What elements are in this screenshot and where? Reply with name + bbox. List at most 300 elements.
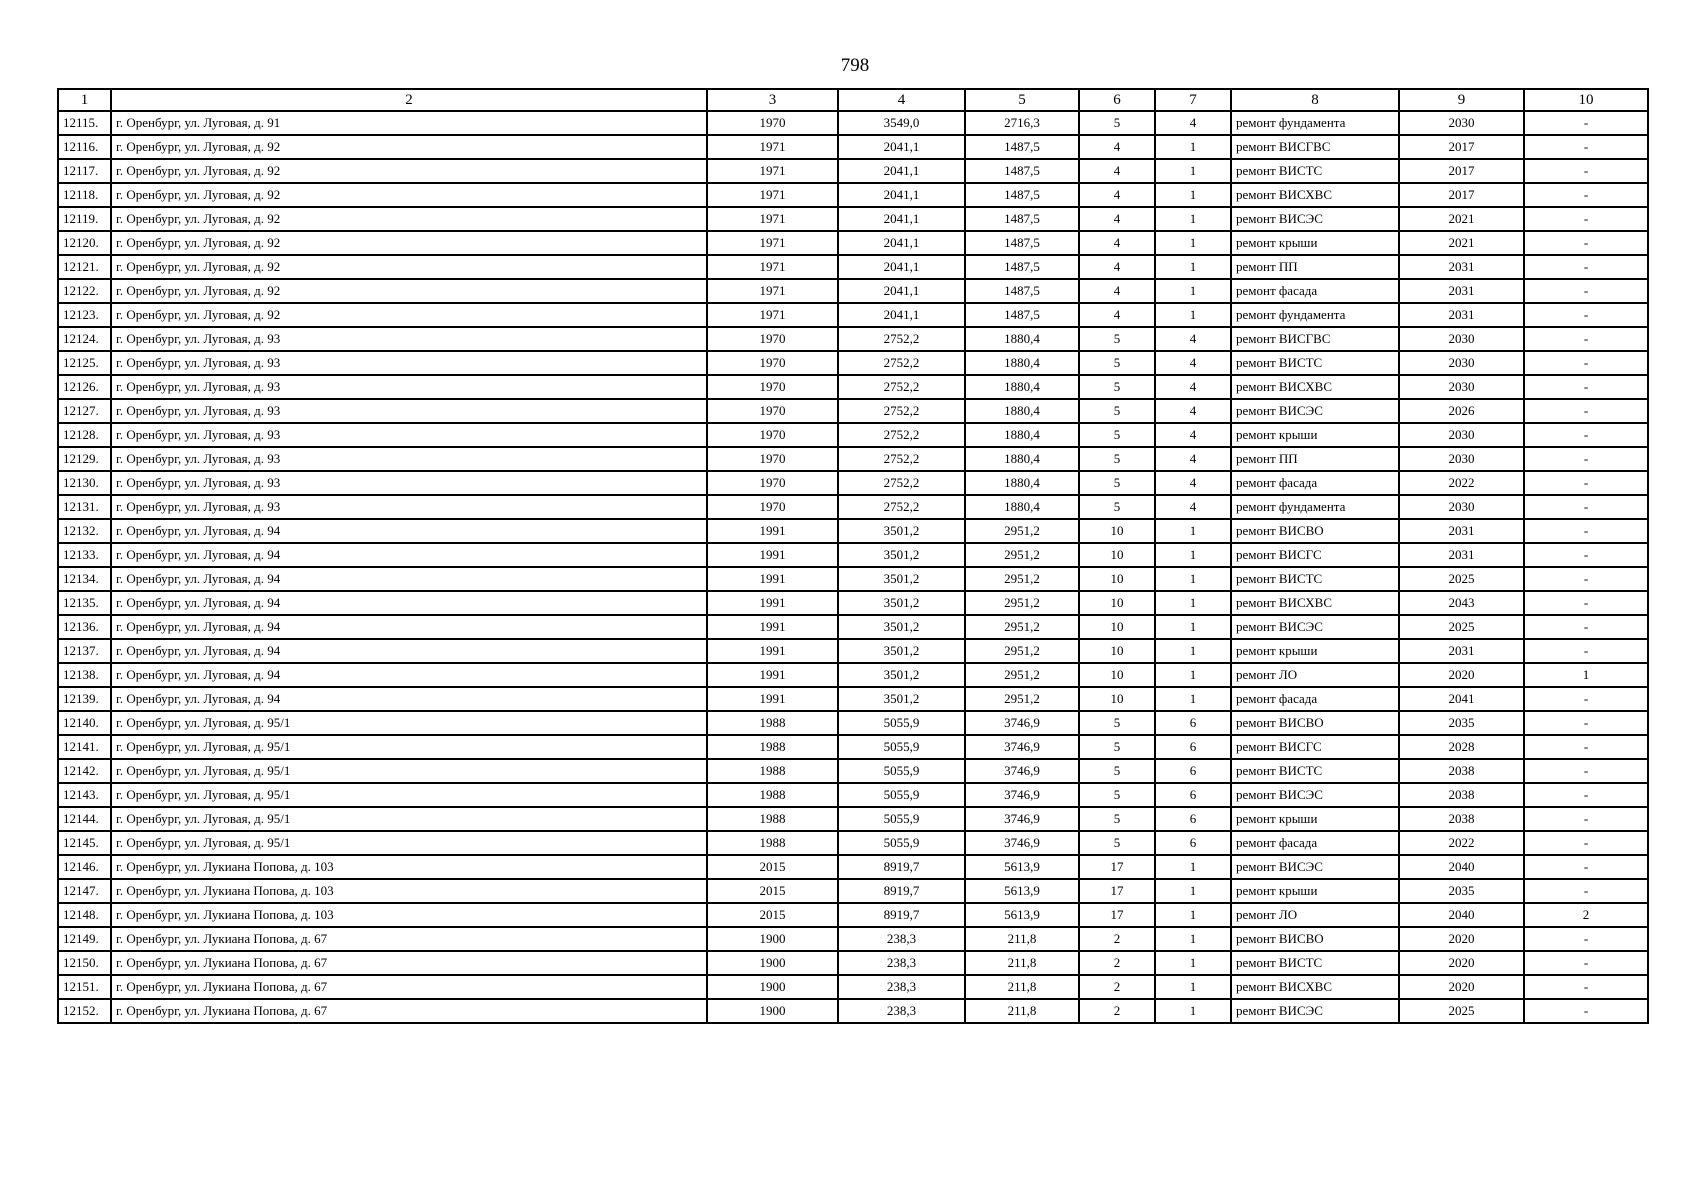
cell-living-area: 1880,4	[965, 399, 1079, 423]
cell-entrances: 1	[1155, 615, 1231, 639]
cell-work-type: ремонт ВИСВО	[1231, 519, 1399, 543]
cell-note: -	[1524, 447, 1648, 471]
cell-work-type: ремонт ВИСЭС	[1231, 615, 1399, 639]
cell-living-area: 1487,5	[965, 207, 1079, 231]
cell-year-built: 1971	[707, 303, 838, 327]
cell-living-area: 2951,2	[965, 543, 1079, 567]
cell-year-built: 1991	[707, 615, 838, 639]
cell-work-type: ремонт ВИСВО	[1231, 927, 1399, 951]
table-row	[58, 759, 1648, 783]
table-row	[58, 135, 1648, 159]
cell-work-type: ремонт крыши	[1231, 879, 1399, 903]
table-row	[58, 495, 1648, 519]
cell-work-type: ремонт фундамента	[1231, 495, 1399, 519]
cell-floors: 4	[1079, 207, 1155, 231]
cell-year-built: 1971	[707, 135, 838, 159]
cell-row-number: 12137.	[58, 639, 111, 663]
cell-note: -	[1524, 399, 1648, 423]
cell-entrances: 4	[1155, 471, 1231, 495]
cell-row-number: 12136.	[58, 615, 111, 639]
table-row	[58, 831, 1648, 855]
table-row	[58, 903, 1648, 927]
cell-floors: 5	[1079, 759, 1155, 783]
cell-note: -	[1524, 711, 1648, 735]
cell-planned-year: 2028	[1399, 735, 1524, 759]
cell-address: г. Оренбург, ул. Луговая, д. 94	[111, 543, 707, 567]
table-row	[58, 279, 1648, 303]
cell-work-type: ремонт ВИСХВС	[1231, 375, 1399, 399]
cell-address: г. Оренбург, ул. Луговая, д. 92	[111, 183, 707, 207]
cell-total-area: 3501,2	[838, 615, 965, 639]
cell-note: -	[1524, 159, 1648, 183]
cell-living-area: 211,8	[965, 927, 1079, 951]
table-row	[58, 255, 1648, 279]
cell-living-area: 2951,2	[965, 639, 1079, 663]
cell-row-number: 12120.	[58, 231, 111, 255]
cell-year-built: 2015	[707, 879, 838, 903]
cell-planned-year: 2025	[1399, 615, 1524, 639]
cell-planned-year: 2038	[1399, 759, 1524, 783]
cell-row-number: 12139.	[58, 687, 111, 711]
cell-entrances: 6	[1155, 759, 1231, 783]
cell-year-built: 1991	[707, 519, 838, 543]
cell-note: -	[1524, 831, 1648, 855]
cell-total-area: 2752,2	[838, 471, 965, 495]
cell-floors: 4	[1079, 183, 1155, 207]
cell-planned-year: 2020	[1399, 663, 1524, 687]
cell-floors: 4	[1079, 159, 1155, 183]
cell-address: г. Оренбург, ул. Луговая, д. 93	[111, 447, 707, 471]
cell-row-number: 12115.	[58, 111, 111, 135]
cell-work-type: ремонт крыши	[1231, 807, 1399, 831]
cell-note: -	[1524, 975, 1648, 999]
cell-note: 2	[1524, 903, 1648, 927]
cell-entrances: 4	[1155, 423, 1231, 447]
cell-year-built: 2015	[707, 903, 838, 927]
cell-floors: 10	[1079, 663, 1155, 687]
cell-note: -	[1524, 783, 1648, 807]
cell-total-area: 2752,2	[838, 327, 965, 351]
cell-living-area: 1487,5	[965, 255, 1079, 279]
cell-note: -	[1524, 543, 1648, 567]
cell-total-area: 2752,2	[838, 351, 965, 375]
cell-planned-year: 2017	[1399, 159, 1524, 183]
cell-total-area: 5055,9	[838, 807, 965, 831]
cell-planned-year: 2030	[1399, 111, 1524, 135]
cell-entrances: 1	[1155, 879, 1231, 903]
cell-address: г. Оренбург, ул. Луговая, д. 92	[111, 255, 707, 279]
cell-work-type: ремонт ВИСЭС	[1231, 855, 1399, 879]
cell-total-area: 5055,9	[838, 759, 965, 783]
cell-year-built: 1991	[707, 543, 838, 567]
cell-row-number: 12126.	[58, 375, 111, 399]
table-row	[58, 231, 1648, 255]
cell-note: -	[1524, 807, 1648, 831]
cell-note: -	[1524, 135, 1648, 159]
cell-planned-year: 2031	[1399, 639, 1524, 663]
cell-note: -	[1524, 111, 1648, 135]
table-row	[58, 639, 1648, 663]
cell-entrances: 1	[1155, 159, 1231, 183]
cell-entrances: 1	[1155, 927, 1231, 951]
cell-planned-year: 2031	[1399, 255, 1524, 279]
cell-total-area: 5055,9	[838, 711, 965, 735]
cell-planned-year: 2030	[1399, 423, 1524, 447]
cell-floors: 5	[1079, 807, 1155, 831]
cell-planned-year: 2020	[1399, 975, 1524, 999]
cell-planned-year: 2031	[1399, 303, 1524, 327]
cell-note: -	[1524, 351, 1648, 375]
cell-living-area: 2951,2	[965, 663, 1079, 687]
cell-total-area: 2041,1	[838, 135, 965, 159]
cell-entrances: 4	[1155, 495, 1231, 519]
cell-entrances: 1	[1155, 975, 1231, 999]
cell-floors: 5	[1079, 399, 1155, 423]
table-row	[58, 855, 1648, 879]
cell-floors: 2	[1079, 999, 1155, 1023]
cell-planned-year: 2021	[1399, 231, 1524, 255]
cell-row-number: 12133.	[58, 543, 111, 567]
cell-total-area: 2752,2	[838, 423, 965, 447]
cell-year-built: 1970	[707, 399, 838, 423]
cell-total-area: 5055,9	[838, 783, 965, 807]
cell-living-area: 1487,5	[965, 303, 1079, 327]
register-table	[57, 88, 1649, 1024]
cell-floors: 10	[1079, 591, 1155, 615]
cell-row-number: 12118.	[58, 183, 111, 207]
cell-total-area: 2752,2	[838, 399, 965, 423]
cell-address: г. Оренбург, ул. Лукиана Попова, д. 67	[111, 975, 707, 999]
cell-note: -	[1524, 519, 1648, 543]
cell-note: -	[1524, 855, 1648, 879]
cell-row-number: 12148.	[58, 903, 111, 927]
cell-work-type: ремонт крыши	[1231, 231, 1399, 255]
cell-note: -	[1524, 423, 1648, 447]
table-row	[58, 399, 1648, 423]
cell-living-area: 1880,4	[965, 471, 1079, 495]
cell-entrances: 6	[1155, 711, 1231, 735]
cell-year-built: 1970	[707, 111, 838, 135]
cell-entrances: 4	[1155, 375, 1231, 399]
cell-address: г. Оренбург, ул. Луговая, д. 95/1	[111, 759, 707, 783]
cell-work-type: ремонт ПП	[1231, 255, 1399, 279]
cell-planned-year: 2026	[1399, 399, 1524, 423]
cell-floors: 4	[1079, 303, 1155, 327]
cell-year-built: 2015	[707, 855, 838, 879]
cell-year-built: 1970	[707, 423, 838, 447]
cell-total-area: 2752,2	[838, 447, 965, 471]
cell-floors: 5	[1079, 327, 1155, 351]
cell-total-area: 3501,2	[838, 663, 965, 687]
cell-note: -	[1524, 879, 1648, 903]
cell-work-type: ремонт ВИСХВС	[1231, 591, 1399, 615]
cell-address: г. Оренбург, ул. Луговая, д. 93	[111, 471, 707, 495]
cell-note: -	[1524, 207, 1648, 231]
cell-year-built: 1988	[707, 831, 838, 855]
table-row	[58, 207, 1648, 231]
column-header-3: 3	[707, 89, 838, 111]
cell-floors: 17	[1079, 855, 1155, 879]
cell-living-area: 1880,4	[965, 495, 1079, 519]
table-row	[58, 663, 1648, 687]
cell-note: -	[1524, 927, 1648, 951]
cell-row-number: 12129.	[58, 447, 111, 471]
cell-work-type: ремонт ВИСХВС	[1231, 183, 1399, 207]
cell-planned-year: 2030	[1399, 447, 1524, 471]
cell-living-area: 1880,4	[965, 351, 1079, 375]
cell-entrances: 1	[1155, 999, 1231, 1023]
cell-planned-year: 2025	[1399, 999, 1524, 1023]
cell-address: г. Оренбург, ул. Лукиана Попова, д. 67	[111, 927, 707, 951]
cell-total-area: 2752,2	[838, 375, 965, 399]
cell-floors: 5	[1079, 111, 1155, 135]
cell-planned-year: 2040	[1399, 855, 1524, 879]
cell-entrances: 1	[1155, 255, 1231, 279]
cell-address: г. Оренбург, ул. Лукиана Попова, д. 103	[111, 855, 707, 879]
cell-address: г. Оренбург, ул. Луговая, д. 94	[111, 687, 707, 711]
cell-floors: 10	[1079, 615, 1155, 639]
cell-work-type: ремонт ВИСТС	[1231, 567, 1399, 591]
table-row	[58, 735, 1648, 759]
cell-row-number: 12127.	[58, 399, 111, 423]
table-row	[58, 159, 1648, 183]
cell-floors: 10	[1079, 639, 1155, 663]
cell-row-number: 12135.	[58, 591, 111, 615]
cell-floors: 4	[1079, 279, 1155, 303]
cell-total-area: 8919,7	[838, 855, 965, 879]
table-row	[58, 567, 1648, 591]
cell-address: г. Оренбург, ул. Луговая, д. 95/1	[111, 831, 707, 855]
cell-work-type: ремонт крыши	[1231, 639, 1399, 663]
cell-note: -	[1524, 231, 1648, 255]
cell-entrances: 1	[1155, 903, 1231, 927]
table-body	[58, 111, 1648, 1023]
cell-planned-year: 2040	[1399, 903, 1524, 927]
cell-entrances: 4	[1155, 327, 1231, 351]
cell-row-number: 12131.	[58, 495, 111, 519]
cell-floors: 5	[1079, 831, 1155, 855]
cell-entrances: 1	[1155, 567, 1231, 591]
cell-work-type: ремонт фундамента	[1231, 303, 1399, 327]
cell-living-area: 2951,2	[965, 615, 1079, 639]
cell-address: г. Оренбург, ул. Луговая, д. 93	[111, 375, 707, 399]
cell-floors: 10	[1079, 687, 1155, 711]
cell-planned-year: 2020	[1399, 951, 1524, 975]
cell-total-area: 2041,1	[838, 207, 965, 231]
cell-floors: 10	[1079, 543, 1155, 567]
cell-work-type: ремонт фасада	[1231, 831, 1399, 855]
cell-address: г. Оренбург, ул. Луговая, д. 92	[111, 159, 707, 183]
cell-address: г. Оренбург, ул. Луговая, д. 92	[111, 207, 707, 231]
cell-total-area: 5055,9	[838, 735, 965, 759]
cell-floors: 5	[1079, 735, 1155, 759]
cell-row-number: 12146.	[58, 855, 111, 879]
cell-row-number: 12152.	[58, 999, 111, 1023]
cell-living-area: 3746,9	[965, 759, 1079, 783]
cell-address: г. Оренбург, ул. Луговая, д. 94	[111, 615, 707, 639]
cell-year-built: 1971	[707, 231, 838, 255]
cell-year-built: 1988	[707, 759, 838, 783]
cell-year-built: 1988	[707, 711, 838, 735]
table-row	[58, 591, 1648, 615]
cell-living-area: 1880,4	[965, 375, 1079, 399]
cell-year-built: 1900	[707, 999, 838, 1023]
cell-year-built: 1971	[707, 183, 838, 207]
cell-planned-year: 2021	[1399, 207, 1524, 231]
cell-work-type: ремонт ВИСГС	[1231, 735, 1399, 759]
cell-floors: 4	[1079, 135, 1155, 159]
cell-entrances: 6	[1155, 831, 1231, 855]
cell-work-type: ремонт ВИСХВС	[1231, 975, 1399, 999]
cell-entrances: 4	[1155, 399, 1231, 423]
cell-year-built: 1970	[707, 351, 838, 375]
cell-year-built: 1991	[707, 663, 838, 687]
table-row	[58, 111, 1648, 135]
table-row	[58, 951, 1648, 975]
cell-address: г. Оренбург, ул. Луговая, д. 93	[111, 495, 707, 519]
cell-work-type: ремонт ВИСЭС	[1231, 399, 1399, 423]
cell-row-number: 12123.	[58, 303, 111, 327]
cell-floors: 5	[1079, 783, 1155, 807]
cell-living-area: 2716,3	[965, 111, 1079, 135]
table-row	[58, 975, 1648, 999]
cell-note: -	[1524, 735, 1648, 759]
cell-total-area: 238,3	[838, 975, 965, 999]
column-header-4: 4	[838, 89, 965, 111]
cell-floors: 5	[1079, 375, 1155, 399]
cell-work-type: ремонт ВИСЭС	[1231, 999, 1399, 1023]
cell-entrances: 6	[1155, 783, 1231, 807]
cell-total-area: 2041,1	[838, 279, 965, 303]
cell-floors: 17	[1079, 879, 1155, 903]
cell-living-area: 3746,9	[965, 783, 1079, 807]
cell-living-area: 1487,5	[965, 231, 1079, 255]
table-row	[58, 615, 1648, 639]
cell-note: -	[1524, 687, 1648, 711]
cell-row-number: 12119.	[58, 207, 111, 231]
cell-floors: 2	[1079, 975, 1155, 999]
cell-living-area: 211,8	[965, 999, 1079, 1023]
cell-address: г. Оренбург, ул. Лукиана Попова, д. 67	[111, 999, 707, 1023]
cell-row-number: 12145.	[58, 831, 111, 855]
cell-living-area: 2951,2	[965, 567, 1079, 591]
table-row	[58, 927, 1648, 951]
column-header-9: 9	[1399, 89, 1524, 111]
cell-planned-year: 2038	[1399, 807, 1524, 831]
cell-year-built: 1970	[707, 471, 838, 495]
cell-total-area: 2041,1	[838, 255, 965, 279]
cell-entrances: 1	[1155, 687, 1231, 711]
cell-living-area: 5613,9	[965, 855, 1079, 879]
cell-work-type: ремонт ВИСТС	[1231, 951, 1399, 975]
table-row	[58, 471, 1648, 495]
table-row	[58, 783, 1648, 807]
cell-total-area: 3501,2	[838, 591, 965, 615]
cell-year-built: 1900	[707, 927, 838, 951]
cell-living-area: 1880,4	[965, 327, 1079, 351]
cell-note: -	[1524, 255, 1648, 279]
cell-address: г. Оренбург, ул. Луговая, д. 95/1	[111, 711, 707, 735]
cell-row-number: 12121.	[58, 255, 111, 279]
column-header-5: 5	[965, 89, 1079, 111]
table-row	[58, 303, 1648, 327]
cell-year-built: 1970	[707, 447, 838, 471]
cell-floors: 2	[1079, 951, 1155, 975]
table-row	[58, 807, 1648, 831]
table-row	[58, 183, 1648, 207]
cell-total-area: 2041,1	[838, 159, 965, 183]
cell-entrances: 1	[1155, 183, 1231, 207]
cell-row-number: 12132.	[58, 519, 111, 543]
cell-row-number: 12143.	[58, 783, 111, 807]
cell-address: г. Оренбург, ул. Луговая, д. 91	[111, 111, 707, 135]
cell-address: г. Оренбург, ул. Лукиана Попова, д. 67	[111, 951, 707, 975]
cell-total-area: 8919,7	[838, 903, 965, 927]
cell-living-area: 1880,4	[965, 423, 1079, 447]
cell-living-area: 211,8	[965, 951, 1079, 975]
cell-work-type: ремонт ЛО	[1231, 663, 1399, 687]
cell-year-built: 1991	[707, 567, 838, 591]
cell-entrances: 1	[1155, 135, 1231, 159]
cell-row-number: 12138.	[58, 663, 111, 687]
cell-floors: 5	[1079, 471, 1155, 495]
column-header-7: 7	[1155, 89, 1231, 111]
cell-year-built: 1971	[707, 207, 838, 231]
cell-row-number: 12124.	[58, 327, 111, 351]
cell-work-type: ремонт фасада	[1231, 471, 1399, 495]
cell-year-built: 1971	[707, 255, 838, 279]
column-header-8: 8	[1231, 89, 1399, 111]
cell-address: г. Оренбург, ул. Луговая, д. 95/1	[111, 735, 707, 759]
column-header-1: 1	[58, 89, 111, 111]
cell-planned-year: 2031	[1399, 279, 1524, 303]
cell-total-area: 3501,2	[838, 543, 965, 567]
cell-row-number: 12122.	[58, 279, 111, 303]
cell-planned-year: 2030	[1399, 351, 1524, 375]
table-row	[58, 519, 1648, 543]
cell-address: г. Оренбург, ул. Луговая, д. 93	[111, 351, 707, 375]
cell-total-area: 3501,2	[838, 639, 965, 663]
cell-planned-year: 2041	[1399, 687, 1524, 711]
cell-note: -	[1524, 999, 1648, 1023]
cell-living-area: 5613,9	[965, 879, 1079, 903]
cell-entrances: 1	[1155, 591, 1231, 615]
cell-work-type: ремонт ВИСТС	[1231, 351, 1399, 375]
cell-row-number: 12144.	[58, 807, 111, 831]
cell-total-area: 238,3	[838, 951, 965, 975]
cell-floors: 10	[1079, 519, 1155, 543]
cell-planned-year: 2030	[1399, 495, 1524, 519]
cell-floors: 4	[1079, 255, 1155, 279]
cell-work-type: ремонт ВИСГС	[1231, 543, 1399, 567]
cell-row-number: 12125.	[58, 351, 111, 375]
cell-entrances: 1	[1155, 303, 1231, 327]
cell-year-built: 1988	[707, 783, 838, 807]
cell-note: -	[1524, 183, 1648, 207]
cell-living-area: 3746,9	[965, 807, 1079, 831]
cell-entrances: 6	[1155, 735, 1231, 759]
cell-address: г. Оренбург, ул. Луговая, д. 94	[111, 639, 707, 663]
cell-work-type: ремонт ВИСТС	[1231, 759, 1399, 783]
cell-note: -	[1524, 591, 1648, 615]
cell-entrances: 1	[1155, 279, 1231, 303]
cell-floors: 17	[1079, 903, 1155, 927]
cell-address: г. Оренбург, ул. Луговая, д. 94	[111, 519, 707, 543]
cell-year-built: 1971	[707, 279, 838, 303]
cell-work-type: ремонт фасада	[1231, 279, 1399, 303]
cell-year-built: 1991	[707, 639, 838, 663]
cell-total-area: 8919,7	[838, 879, 965, 903]
